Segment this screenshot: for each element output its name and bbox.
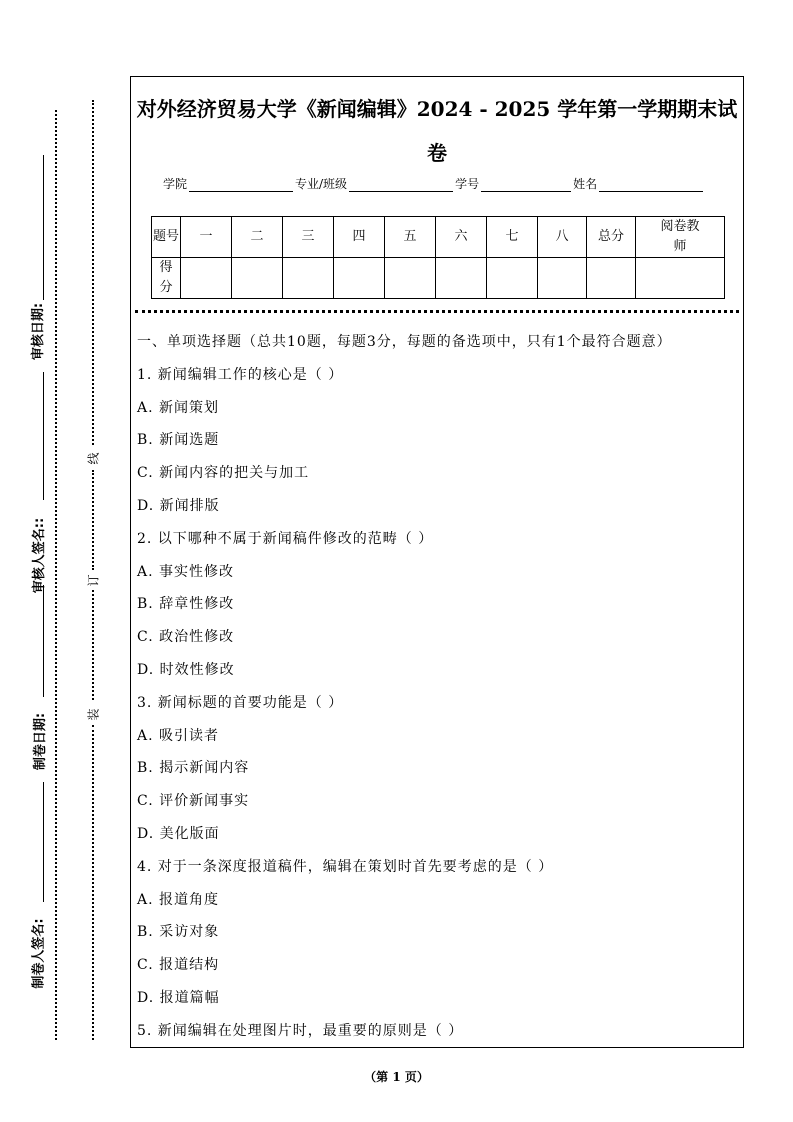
cut-dotted-line — [92, 100, 94, 445]
name-field[interactable] — [599, 179, 703, 192]
answer-option: C. 新闻内容的把关与加工 — [137, 465, 310, 482]
header-cell: 阅卷教师 — [636, 217, 725, 258]
answer-option: C. 评价新闻事实 — [137, 793, 250, 810]
answer-option: C. 政治性修改 — [137, 629, 235, 646]
score-cell[interactable] — [232, 258, 283, 299]
header-cell: 一 — [181, 217, 232, 258]
header-cell: 题号 — [152, 217, 181, 258]
name-label: 姓名 — [573, 177, 598, 191]
answer-option: A. 新闻策划 — [137, 399, 220, 416]
header-cell: 五 — [385, 217, 436, 258]
bind-mark-order: 订 — [86, 574, 101, 587]
score-cell[interactable] — [538, 258, 587, 299]
score-table — [151, 216, 725, 299]
college-label: 学院 — [163, 177, 188, 191]
score-cell[interactable] — [334, 258, 385, 299]
score-cell[interactable] — [283, 258, 334, 299]
student-id-label: 学号 — [455, 177, 480, 191]
header-cell: 六 — [436, 217, 487, 258]
question-stem: 3. 新闻标题的首要功能是（ ） — [137, 694, 344, 711]
header-cell: 八 — [538, 217, 587, 258]
major-class-field[interactable] — [349, 179, 453, 192]
answer-option: B. 采访对象 — [137, 924, 220, 941]
answer-option: A. 报道角度 — [137, 891, 220, 908]
cut-dotted-line — [92, 725, 94, 1040]
sidebar-make-date: 制卷日期: — [33, 712, 49, 771]
score-table-score-row — [152, 258, 725, 299]
question-list — [137, 330, 739, 1052]
score-cell[interactable] — [181, 258, 232, 299]
header-cell: 四 — [334, 217, 385, 258]
score-cell[interactable] — [436, 258, 487, 299]
exam-title: 对外经济贸易大学《新闻编辑》2024 - 2025 学年第一学期期末试卷 — [136, 97, 738, 165]
exam-frame — [130, 76, 744, 1048]
score-row-label: 得分 — [152, 258, 181, 299]
answer-option: D. 时效性修改 — [137, 661, 235, 678]
sidebar-maker-signature: 制卷人签名: — [31, 918, 47, 989]
signature-line — [43, 782, 44, 902]
score-cell[interactable] — [587, 258, 636, 299]
answer-option: A. 吸引读者 — [137, 727, 220, 744]
sidebar-reviewer-signature: 审核人签名:: — [32, 517, 48, 594]
student-info-row — [163, 175, 705, 192]
question-stem: 5. 新闻编辑在处理图片时，最重要的原则是（ ） — [137, 1022, 464, 1039]
answer-option: B. 揭示新闻内容 — [137, 760, 250, 777]
college-field[interactable] — [189, 179, 293, 192]
answer-option: D. 美化版面 — [137, 825, 220, 842]
answer-option: A. 事实性修改 — [137, 563, 235, 580]
cut-dotted-line — [92, 590, 94, 700]
major-class-label: 专业/班级 — [295, 177, 348, 191]
signature-line — [43, 155, 44, 300]
score-cell[interactable] — [636, 258, 725, 299]
score-cell[interactable] — [385, 258, 436, 299]
section-heading: 一、单项选择题（总共10题，每题3分，每题的备选项中，只有1个最符合题意） — [137, 334, 672, 350]
header-cell: 七 — [487, 217, 538, 258]
header-cell: 二 — [232, 217, 283, 258]
header-cell: 总分 — [587, 217, 636, 258]
answer-option: D. 报道篇幅 — [137, 989, 220, 1006]
signature-line — [43, 372, 44, 500]
answer-option: B. 新闻选题 — [137, 432, 220, 449]
answer-option: C. 报道结构 — [137, 957, 220, 974]
score-table-header-row — [152, 217, 725, 258]
question-stem: 2. 以下哪种不属于新闻稿件修改的范畴（ ） — [137, 530, 434, 547]
score-cell[interactable] — [487, 258, 538, 299]
section-divider — [135, 310, 739, 313]
signature-line — [43, 585, 44, 697]
cut-dotted-line — [92, 470, 94, 570]
answer-option: D. 新闻排版 — [137, 497, 220, 514]
bind-mark-bind: 装 — [86, 708, 101, 721]
bind-mark-line: 线 — [86, 452, 101, 465]
answer-option: B. 辞章性修改 — [137, 596, 235, 613]
page-number: （第 1 页） — [364, 1070, 429, 1084]
question-stem: 4. 对于一条深度报道稿件，编辑在策划时首先要考虑的是（ ） — [137, 858, 554, 875]
student-id-field[interactable] — [481, 179, 571, 192]
header-cell: 三 — [283, 217, 334, 258]
outer-dotted-line — [55, 110, 57, 1040]
question-stem: 1. 新闻编辑工作的核心是（ ） — [137, 366, 344, 383]
sidebar-review-date: 审核日期: — [31, 302, 47, 361]
